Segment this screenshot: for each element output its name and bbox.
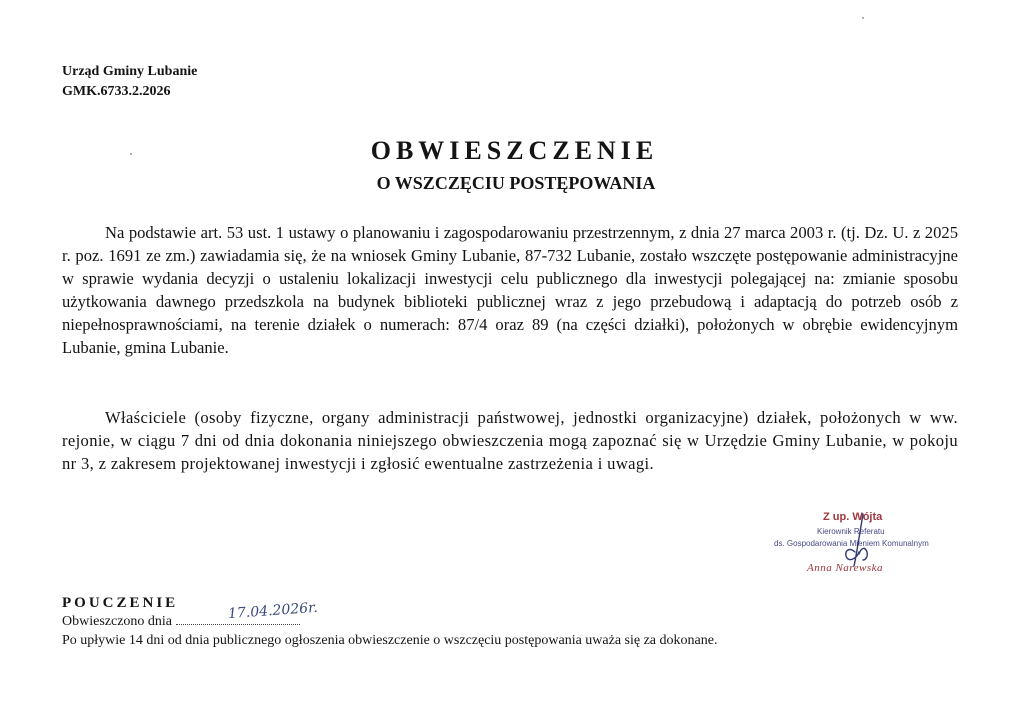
office-name: Urząd Gminy Lubanie (62, 64, 198, 79)
posting-date-label: Obwieszczono dnia (62, 614, 173, 629)
body-paragraph: Na podstawie art. 53 ust. 1 ustawy o planowaniu i zagospodarowaniu przestrzennym, z dnia 27 marca 2003 r. (tj. Dz. U. z 2025 r. poz. 1691 ze zm.) zawiadamia się, że na wniosek Gminy Lubanie, 87-732 Lubanie, zostało wszczęte postępowanie administracyjne w sprawie wydania decyzji o ustaleniu lokalizacji inwestycji celu publicznego dla inwestycji polegającej na: zmianie sposobu użytkowania dawnego przedszkola na budynek biblioteki publicznej wraz z jego przebudową i adaptacją do potrzeb osób z niepełnosprawnościami, na terenie działek o numerach: 87/4 oraz 89 (na części działki), położonych w obrębie ewidencyjnym Lubanie, gmina Lubanie. (62, 223, 958, 357)
handwritten-signature (837, 512, 873, 568)
document-subtitle: O WSZCZĘCIU POSTĘPOWANIA (376, 173, 656, 193)
stamp-signatory-name: Anna Narewska (807, 562, 884, 574)
instruction-note: Po upływie 14 dni od dnia publicznego ogłoszenia obwieszczenie o wszczęciu postępowania uważa się za dokonane. (62, 633, 718, 648)
scan-speck (862, 17, 864, 19)
handwritten-date: 17.04.2026r. (227, 599, 319, 623)
official-stamp (765, 510, 965, 585)
instruction-heading: POUCZENIE (62, 595, 179, 611)
stamp-department: ds. Gospodarowania Mieniem Komunalnym (774, 539, 929, 548)
reference-number: GMK.6733.2.2026 (62, 84, 171, 99)
stamp-title: Z up. Wójta (823, 511, 883, 523)
document-title: OBWIESZCZENIE (370, 136, 659, 165)
stamp-position: Kierownik Referatu (817, 527, 885, 536)
document-header (62, 62, 197, 102)
body-paragraph: Właściciele (osoby fizyczne, organy administracji państwowej, jednostki organizacyjne) działek, położonych w ww. rejonie, w ciągu 7 dni od dnia dokonania niniejszego obwieszczenia mogą zapoznać się w Urzędzie Gminy Lubanie, w pokoju nr 3, z zakresem projektowanej inwestycji i zgłosić ewentualne zastrzeżenia i uwagi. (62, 408, 958, 473)
